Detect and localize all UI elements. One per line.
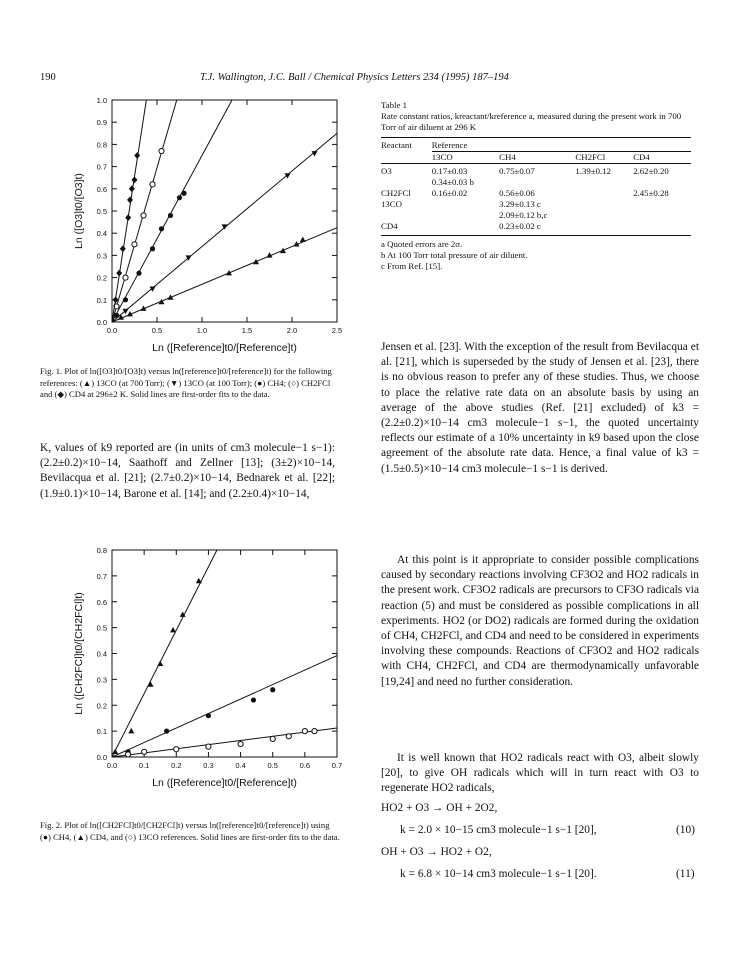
data-point: [141, 213, 146, 218]
data-point: [238, 741, 243, 746]
data-point: [120, 245, 126, 252]
data-point: [253, 259, 259, 264]
y-tick-label: 0.8: [96, 546, 107, 555]
data-point: [116, 270, 122, 277]
left-column-text: K, values of k9 reported are (in units of cm3 molecule−1 s−1): (2.2±0.2)×10−14, Saathoff and Zellner [13]; (3±2)×10−14, Bevilacqua et al. [21]; (2.7±0.2)×10−14, Bednarek et al. [22]; (1.9±0.1)×10−14, Barone et al. [14]; and (2.2±0.4)×10−14,: [40, 442, 335, 500]
data-point: [125, 214, 131, 221]
y-tick-label: 0.2: [96, 273, 107, 283]
data-point: [302, 729, 307, 734]
figure-2-caption: Fig. 2. Plot of ln([CH2FCl]t0/[CH2FCl]t) versus ln([reference]t0/[reference]t) using (●) CH4, (▲) CD4, and (○) 13CO references. Solid lines are first-order fits to the data.: [40, 820, 340, 842]
x-axis-label: Ln ([Reference]t0/[Reference]t): [152, 777, 297, 789]
y-tick-label: 0.8: [96, 140, 107, 150]
data-point: [196, 578, 202, 583]
y-tick-label: 0.0: [96, 318, 107, 327]
y-tick-label: 0.7: [96, 162, 107, 172]
fit-line: [112, 100, 177, 322]
row-ch2fcl-name: CH2FCl: [381, 188, 411, 198]
data-point: [206, 713, 211, 718]
x-tick-label: 1.0: [196, 326, 208, 335]
page-number: 190: [40, 72, 56, 83]
cell: 0.17±0.03: [431, 166, 468, 176]
cell: 1.39±0.12: [575, 164, 633, 189]
figure-1-caption: Fig. 1. Plot of ln([O3]t0/[O3]t) versus ln([reference]t0/[reference]t) for the following references: (▲) 13CO (at 700 Torr); (▼) 13CO (at 100 Torr); (●) CH4; (○) CH2FCl and (◆) CD4 at 296±2 K. Solid lines are first-order fits to the data.: [40, 366, 332, 400]
plot-frame: [112, 100, 337, 322]
x-tick-label: 0.3: [203, 761, 214, 770]
data-point: [136, 271, 141, 276]
data-point: [125, 752, 130, 757]
cell: 2.09±0.12 b,c: [499, 210, 548, 220]
cell: 0.56±0.06: [499, 188, 535, 198]
x-tick-label: 0.1: [138, 761, 150, 770]
head-reference: Reference: [432, 138, 691, 152]
equation-10-rate: k = 2.0 × 10−15 cm3 molecule−1 s−1 [20],: [400, 824, 597, 836]
col-cd4: CD4: [633, 152, 691, 164]
data-point: [164, 729, 169, 734]
equation-10-number: (10): [676, 824, 695, 836]
right-paragraph-3: It is well known that HO2 radicals react with O3, albeit slowly [20], to give OH radicals which will in turn react with O3 to regenerate HO2 radicals,: [381, 752, 699, 795]
table-title: Table 1: [381, 100, 408, 110]
y-tick-label: 0.6: [96, 184, 107, 194]
data-point: [112, 749, 118, 754]
x-tick-label: 0.7: [331, 761, 343, 770]
data-point: [150, 246, 155, 251]
data-point: [286, 734, 291, 739]
data-point: [312, 729, 317, 734]
table-grid: [381, 137, 691, 272]
y-tick-label: 0.4: [96, 229, 107, 239]
x-axis-label: Ln ([Reference]t0/[Reference]t): [152, 342, 297, 354]
data-point: [159, 148, 164, 153]
y-tick-label: 0.2: [96, 701, 107, 711]
data-point: [159, 226, 164, 231]
data-point: [128, 728, 134, 733]
y-tick-label: 0.5: [96, 623, 107, 633]
y-tick-label: 0.4: [96, 649, 107, 659]
data-point: [134, 152, 140, 159]
fit-line: [112, 100, 232, 322]
cell: 0.34±0.03 b: [431, 177, 474, 187]
table-footnote-b: b At 100 Torr total pressure of air diluent.: [381, 250, 528, 260]
data-point: [123, 275, 128, 280]
data-point: [142, 749, 147, 754]
data-point: [280, 248, 286, 253]
data-point: [174, 747, 179, 752]
data-point: [168, 213, 173, 218]
data-point: [127, 197, 133, 204]
data-point: [170, 627, 176, 632]
y-tick-label: 0.9: [96, 118, 107, 128]
y-tick-label: 0.1: [96, 295, 107, 305]
equation-10-reaction: HO2 + O3 → OH + 2O2,: [381, 802, 498, 814]
data-point: [157, 661, 163, 666]
y-tick-label: 0.3: [96, 675, 107, 685]
plot-frame: [112, 550, 337, 757]
data-point: [251, 697, 256, 702]
data-point: [123, 309, 129, 314]
cell: 0.16±0.02: [431, 188, 468, 198]
data-point: [123, 297, 128, 302]
cell: 0.23±0.02 c: [499, 221, 541, 231]
cell: 2.62±0.20: [633, 164, 691, 189]
cell: 0.75±0.07: [499, 164, 575, 189]
x-tick-label: 0.6: [299, 761, 311, 770]
x-tick-label: 0.2: [171, 761, 182, 770]
col-ch4: CH4: [499, 152, 575, 164]
col-ch2fcl: CH2FCl: [575, 152, 633, 164]
equation-11-number: (11): [676, 868, 695, 880]
y-tick-label: 0.7: [96, 571, 107, 581]
y-tick-label: 0.6: [96, 597, 107, 607]
equation-11-reaction: OH + O3 → HO2 + O2,: [381, 846, 492, 858]
y-tick-label: 0.1: [96, 727, 107, 737]
running-title: T.J. Wallington, J.C. Ball / Chemical Physics Letters 234 (1995) 187–194: [200, 72, 509, 83]
row-cd4-name: CD4: [381, 221, 398, 231]
x-tick-label: 0.5: [267, 761, 278, 770]
figure-1-chart: [60, 88, 350, 360]
table-footnote-a: a Quoted errors are 2σ.: [381, 239, 463, 249]
table-1: [381, 100, 701, 272]
x-tick-label: 2.5: [331, 326, 343, 335]
x-tick-label: 0.5: [151, 326, 163, 335]
head-reactant: Reactant: [381, 138, 432, 152]
x-tick-label: 1.5: [241, 326, 253, 335]
y-axis-label: Ln ([O3]t0/[O3]t): [73, 173, 85, 249]
col-13co: 13CO: [432, 152, 499, 164]
y-axis-label: Ln ([CH2FCl]t0/[CH2FCl]t): [73, 592, 85, 715]
cell: 3.29±0.13 c: [499, 199, 541, 209]
fit-line: [112, 656, 337, 757]
data-point: [129, 185, 135, 192]
data-point: [181, 191, 186, 196]
fit-line: [112, 550, 217, 757]
data-point: [270, 736, 275, 741]
cell: 2.45±0.28: [633, 188, 669, 198]
fit-line: [112, 100, 146, 322]
x-tick-label: 2.0: [286, 326, 298, 335]
data-point: [226, 270, 232, 275]
data-point: [132, 242, 137, 247]
table-caption: Rate constant ratios, kreactant/kreference a, measured during the present work in 700 Torr of air diluent at 296 K: [381, 111, 682, 132]
row-13co-name: 13CO: [381, 199, 403, 209]
table-footnote-c: c From Ref. [15].: [381, 261, 443, 271]
data-point: [132, 177, 138, 184]
data-point: [206, 744, 211, 749]
row-o3-name: O3: [381, 164, 432, 189]
x-tick-label: 0.0: [106, 326, 118, 335]
y-tick-label: 0.0: [96, 753, 107, 762]
y-tick-label: 1.0: [96, 96, 107, 105]
data-point: [300, 237, 306, 242]
figure-2-chart: [60, 540, 350, 790]
data-point: [177, 195, 182, 200]
data-point: [159, 299, 165, 304]
right-paragraph-1: Jensen et al. [23]. With the exception of the result from Bevilacqua et al. [21], which is superseded by the study of Jensen et al. [23], there is no obvious reason to prefer any of these studies. Thus, we choose to place the relative rate data on an absolute basis by using an average of the above studies (Ref. [21] excluded) of k3 = (2.2±0.2)×10−14 cm3 molecule−1 s−1, the quoted uncertainty reflects our estimate of a 10% uncertainty in k9 based upon the close agreement of the absolute rate data. Hence, a final value of k3 = (1.5±0.5)×10−14 cm3 molecule−1 s−1 is derived.: [381, 341, 699, 475]
data-point: [150, 182, 155, 187]
equation-11-rate: k = 6.8 × 10−14 cm3 molecule−1 s−1 [20].: [400, 868, 597, 880]
data-point: [270, 687, 275, 692]
right-paragraph-2: At this point is it appropriate to consider possible complications caused by secondary reactions involving CF3O2 and HO2 radicals in the present work. CF3O2 radicals are precursors to CF3O radicals via reaction (5) and must be considered as possible complications in all experiments. HO2 (or DO2) radicals are formed during the oxidation of CH4, CH2FCl, and CD4 and need to be considered in experiments involving these compounds. Reactions of CF3O2 and HO2 radicals with CH4, CH2FCl, and CD4 are thermodynamically unfavorable [19,24] and need no further consideration.: [381, 554, 699, 688]
x-tick-label: 0.0: [106, 761, 118, 770]
x-tick-label: 0.4: [235, 761, 246, 770]
y-tick-label: 0.5: [96, 207, 107, 216]
y-tick-label: 0.3: [96, 251, 107, 261]
